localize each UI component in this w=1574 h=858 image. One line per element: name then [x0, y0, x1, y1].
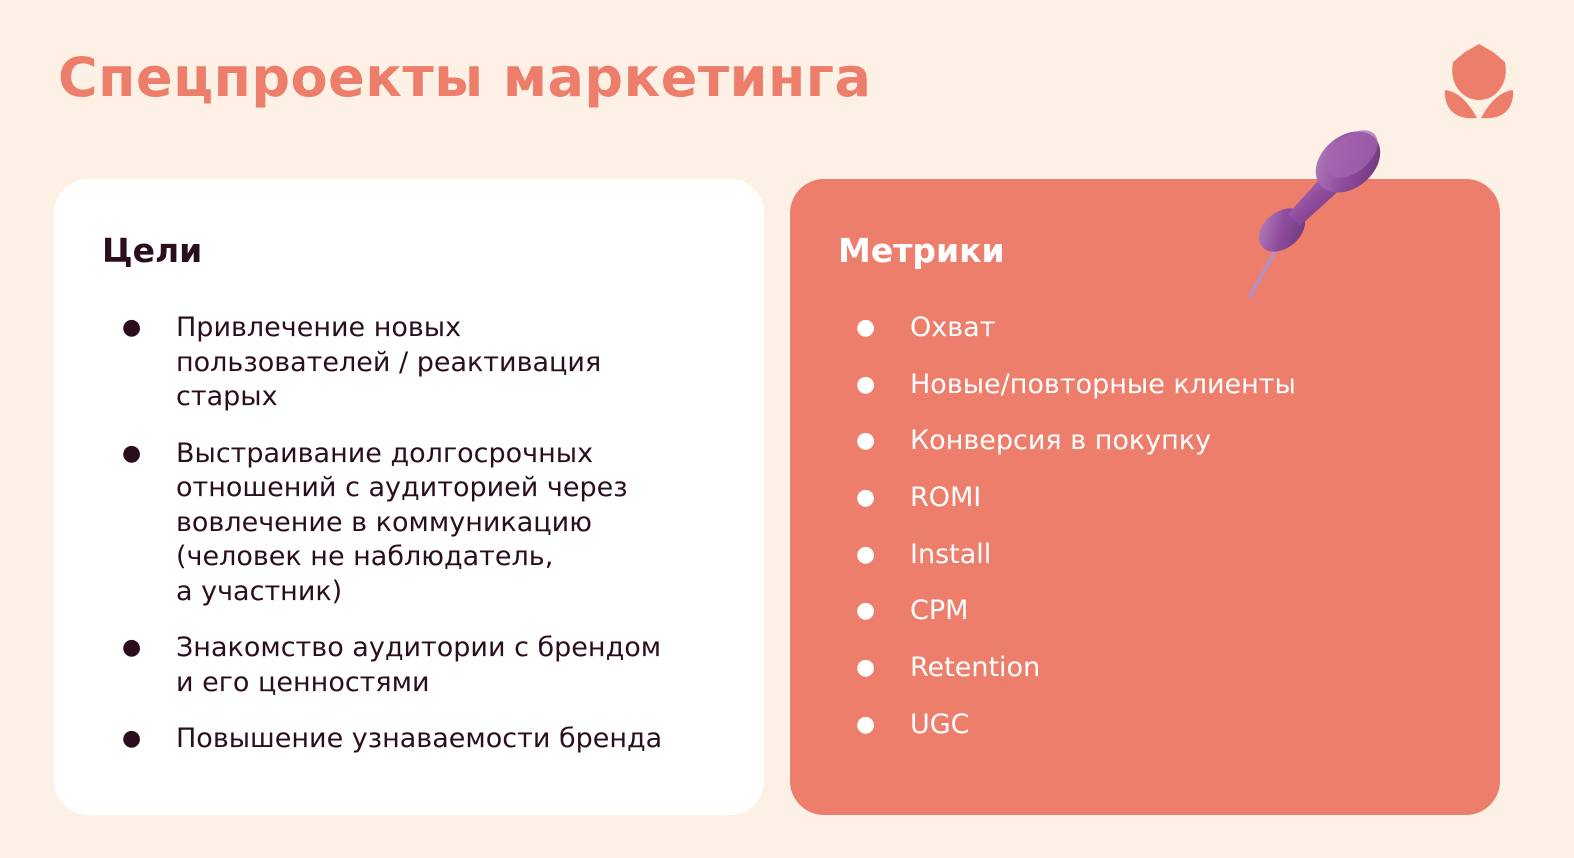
tulip-logo-icon	[1443, 40, 1515, 124]
goal-item	[122, 311, 722, 415]
metric-item-label: Новые/повторные клиенты	[910, 368, 1296, 400]
metric-item	[856, 311, 1416, 345]
metric-item	[856, 424, 1416, 458]
goals-list	[122, 311, 722, 779]
metric-item	[856, 368, 1416, 402]
goals-heading: Цели	[102, 231, 203, 270]
goal-item-line: Повышение узнаваемости бренда	[176, 723, 663, 754]
bullet-icon: ●	[856, 598, 876, 624]
bullet-icon: ●	[122, 315, 142, 340]
metrics-list	[856, 311, 1416, 765]
goal-item-line: пользователей / реактивация	[176, 346, 602, 378]
metric-item-label: Retention	[910, 652, 1041, 684]
goal-item-line: (человек не наблюдатель,	[176, 541, 554, 572]
metric-item-label: ROMI	[910, 482, 982, 514]
metric-item	[856, 538, 1416, 572]
metrics-card	[790, 179, 1500, 815]
bullet-icon: ●	[122, 726, 142, 751]
bullet-icon: ●	[856, 428, 876, 454]
goal-item-line: Привлечение новых	[176, 312, 462, 343]
goal-item-line: старых	[176, 381, 278, 412]
bullet-icon: ●	[122, 440, 142, 466]
bullet-icon: ●	[856, 315, 876, 340]
metric-item-label: Конверсия в покупку	[910, 425, 1212, 457]
goal-item-line: и его ценностями	[176, 666, 430, 698]
bullet-icon: ●	[122, 635, 142, 660]
goal-item-line: отношений с аудиторией через	[176, 472, 628, 503]
metric-item	[856, 481, 1416, 515]
goal-item	[122, 722, 722, 757]
goals-card	[54, 179, 764, 815]
metrics-heading: Метрики	[838, 231, 1005, 270]
goal-item	[122, 631, 722, 700]
bullet-icon: ●	[856, 371, 876, 397]
goal-item-line: а участник)	[176, 575, 343, 607]
slide-title: Спецпроекты маркетинга	[58, 46, 872, 109]
metric-item	[856, 708, 1416, 742]
push-pin-icon	[1240, 124, 1390, 302]
metric-item	[856, 651, 1416, 685]
goal-item-line: Выстраивание долгосрочных	[176, 437, 594, 469]
metric-item-label: Install	[910, 538, 992, 570]
metric-item	[856, 594, 1416, 628]
bullet-icon: ●	[856, 485, 876, 511]
bullet-icon: ●	[856, 711, 876, 737]
goal-item-line: вовлечение в коммуникацию	[176, 506, 592, 538]
goal-item	[122, 437, 722, 610]
metric-item-label: Охват	[910, 312, 996, 343]
metric-item-label: CPM	[910, 595, 969, 627]
metric-item-label: UGC	[910, 708, 970, 740]
bullet-icon: ●	[856, 655, 876, 681]
bullet-icon: ●	[856, 541, 876, 567]
goal-item-line: Знакомство аудитории с брендом	[176, 632, 662, 663]
